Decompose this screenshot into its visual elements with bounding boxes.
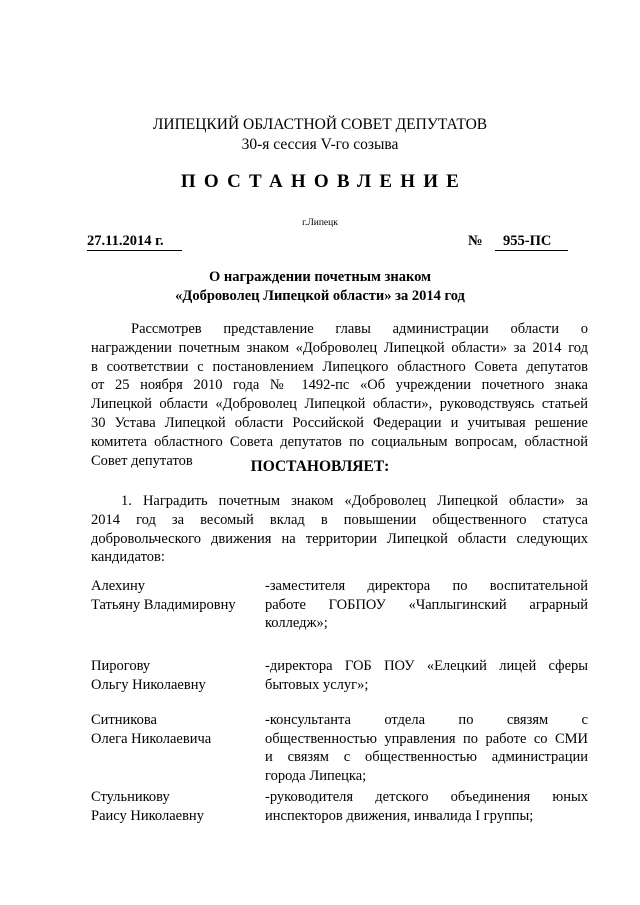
position-line: колледж»; (265, 615, 328, 632)
resolve-heading: ПОСТАНОВЛЯЕТ: (250, 458, 390, 475)
awardee-given-names: Ольгу Николаевну (91, 676, 206, 693)
subject-line-2: «Доброволец Липецкой области» за 2014 год (175, 287, 465, 304)
intro-line: Совет депутатов (91, 452, 193, 469)
awardee-surname: Стульникову (91, 789, 170, 805)
number-sign: № (468, 233, 483, 249)
position-line: работе ГОБПОУ «Чаплыгинский аграрный (265, 596, 588, 613)
document-subject (0, 268, 640, 305)
city-name: г.Липецк (302, 218, 338, 228)
intro-line: награждении почетным знаком «Доброволец Липецкой области» за 2014 год (91, 339, 588, 356)
awardee-given-names: Раису Николаевну (91, 807, 204, 824)
item-1-paragraph (91, 492, 588, 567)
subject-line-1: О награждении почетным знаком (209, 269, 431, 285)
intro-line: Липецкой области «Доброволец Липецкой области», руководствуясь статьей (91, 396, 588, 413)
item-1-line: добровольческого движения на территории Липецкой области следующих (91, 530, 588, 547)
intro-line: в соответствии с постановлением Липецкого областного Совета депутатов (91, 358, 588, 375)
awardee-name (91, 657, 261, 694)
awardee-surname: Пирогову (91, 658, 151, 674)
council-name: ЛИПЕЦКИЙ ОБЛАСТНОЙ СОВЕТ ДЕПУТАТОВ (152, 116, 488, 133)
position-line: бытовых услуг»; (265, 676, 369, 693)
item-1-line: кандидатов: (91, 549, 165, 566)
awardee-given-names: Олега Николаевича (91, 730, 212, 747)
document-type-title: ПОСТАНОВЛЕНИЕ (180, 171, 468, 192)
awardee-given-names: Татьяну Владимировну (91, 596, 236, 613)
position-line: -заместителя директора по воспитательной (265, 578, 588, 594)
position-line: -консультанта отдела по связям с (265, 712, 588, 728)
awardee-name (91, 577, 261, 614)
awardee-surname: Алехину (91, 578, 145, 594)
awardee-name (91, 788, 261, 825)
document-number: 955-ПС (495, 233, 568, 251)
awardee-surname: Ситникова (91, 712, 157, 728)
position-line: и связям с общественностью администрации (265, 749, 588, 766)
awardee-position (265, 788, 588, 825)
awardee-name (91, 711, 261, 748)
intro-line: от 25 ноября 2010 года № 1492-пс «Об учреждении почетного знака (91, 377, 588, 394)
position-line: города Липецка; (265, 767, 367, 784)
position-line: инспекторов движения, инвалида I группы; (265, 807, 534, 824)
awardee-position (265, 711, 588, 785)
position-line: -руководителя детского объединения юных (265, 789, 588, 805)
document-date: 27.11.2014 г. (87, 233, 182, 251)
intro-paragraph (91, 320, 588, 470)
intro-line: комитета областного Совета депутатов по социальным вопросам, областной (91, 433, 588, 450)
position-line: общественностью управления по работе со СМИ (265, 730, 588, 747)
awardee-position (265, 577, 588, 633)
intro-line: Рассмотрев представление главы администрации области о (131, 321, 588, 337)
item-1-line: 2014 год за весомый вклад в повышении общественного статуса (91, 511, 588, 528)
intro-line: 30 Устава Липецкой области Российской Федерации и учитывая решение (91, 414, 588, 431)
position-line: -директора ГОБ ПОУ «Елецкий лицей сферы (265, 658, 588, 674)
awardee-position (265, 657, 588, 694)
item-1-line: 1. Наградить почетным знаком «Доброволец Липецкой области» за (121, 493, 588, 509)
session-number: 30-я сессия V-го созыва (241, 136, 399, 153)
